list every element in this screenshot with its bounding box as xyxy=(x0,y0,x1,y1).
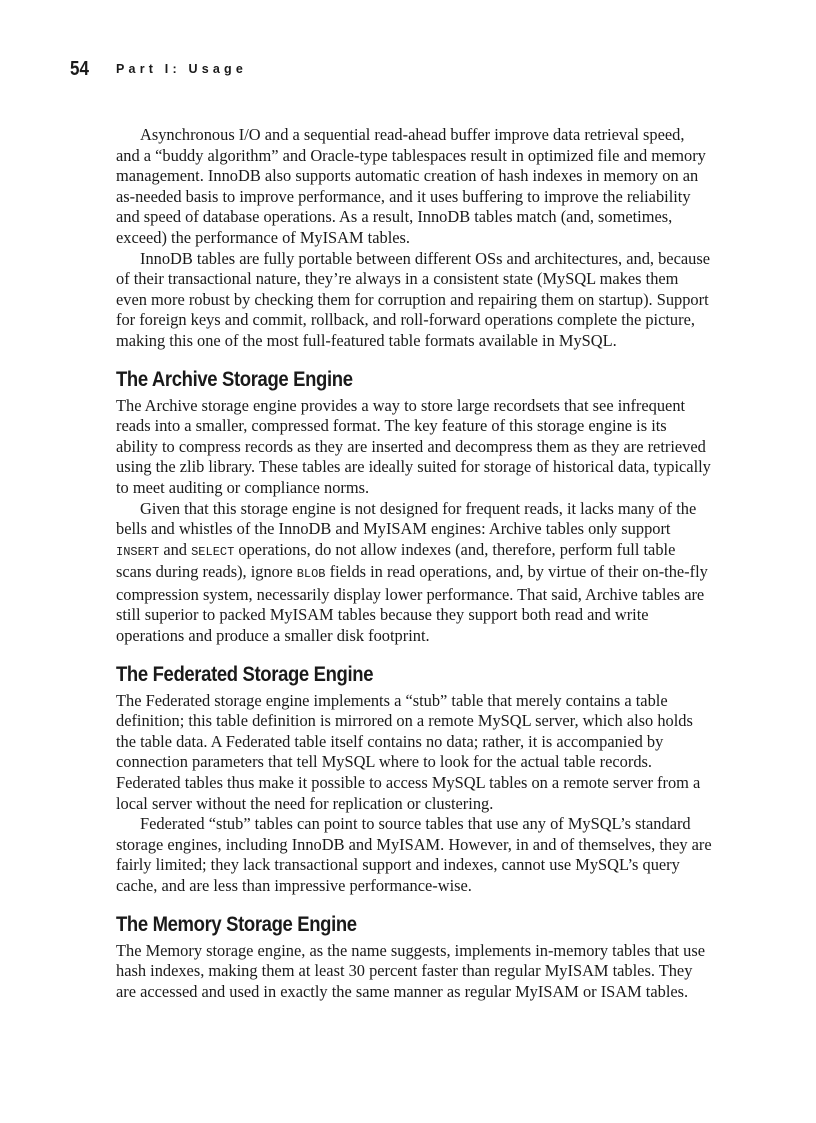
archive-paragraph-2 xyxy=(116,499,712,647)
body-text xyxy=(116,125,712,1002)
archive-text-b: and xyxy=(159,539,192,559)
archive-text-c: operations, do not allow indexes (and, therefore, perform full table scans during reads), ignore xyxy=(116,539,676,582)
code-insert: INSERT xyxy=(116,544,160,559)
code-select: SELECT xyxy=(191,544,235,559)
federated-paragraph-1: The Federated storage engine implements a “stub” table that merely contains a table definition; this table definition is mirrored on a remote MySQL server, which also holds the table data. A Federated table itself contains no data; rather, it is accompanied by connection parameters that tell MySQL where to look for the actual table records. Federated tables thus make it possible to access MySQL tables on a remote server from a local server without the need for replication or clustering. xyxy=(116,690,701,813)
page-number: 54 xyxy=(70,58,89,80)
part-label: Part I: Usage xyxy=(116,62,248,76)
intro-paragraph-2: InnoDB tables are fully portable between different OSs and architectures, and, because of their transactional nature, they’re always in a consistent state (MySQL makes them even more robust by checking them for corruption and repairing them on startup). Support for foreign keys and commit, rollback, and roll-forward operations complete the picture, making this one of the most full-featured table formats available in MySQL. xyxy=(116,248,710,350)
federated-paragraph-2: Federated “stub” tables can point to source tables that use any of MySQL’s standard storage engines, including InnoDB and MyISAM. However, in and of themselves, they are fairly limited; they lack transactional support and indexes, cannot use MySQL’s query cache, and are less than impressive performance-wise. xyxy=(116,814,712,895)
intro-paragraph-1: Asynchronous I/O and a sequential read-ahead buffer improve data retrieval speed, and a “buddy algorithm” and Oracle-type tablespaces result in optimized file and memory management. InnoDB also supports automatic creation of hash indexes in memory on an as-needed basis to improve performance, and it uses buffering to improve the reliability and speed of database operations. As a result, InnoDB tables match (and, sometimes, exceed) the performance of MyISAM tables. xyxy=(116,125,706,247)
memory-heading: The Memory Storage Engine xyxy=(116,912,357,936)
archive-text-a: Given that this storage engine is not designed for frequent reads, it lacks many of the bells and whistles of the InnoDB and MyISAM engines: Archive tables only support xyxy=(116,498,697,539)
code-blob: BLOB xyxy=(296,567,326,582)
archive-heading: The Archive Storage Engine xyxy=(116,367,353,391)
archive-paragraph-1: The Archive storage engine provides a way to store large recordsets that see infrequent reads into a smaller, compressed format. The key feature of this storage engine is its ability to compress records as they are inserted and decompress them as they are retrieved using the zlib library. These tables are ideally suited for storage of historical data, typically to meet auditing or compliance norms. xyxy=(116,395,711,497)
memory-paragraph-1: The Memory storage engine, as the name suggests, implements in-memory tables that use hash indexes, making them at least 30 percent faster than regular MyISAM tables. They are accessed and used in exactly the same manner as regular MyISAM or ISAM tables. xyxy=(116,940,706,1001)
federated-heading: The Federated Storage Engine xyxy=(116,662,374,686)
archive-text-d: fields in read operations, and, by virtue of their on-the-fly compression system, necessarily display lower performance. That said, Archive tables are still superior to packed MyISAM tables because they support both read and write operations and produce a smaller disk footprint. xyxy=(116,562,708,646)
